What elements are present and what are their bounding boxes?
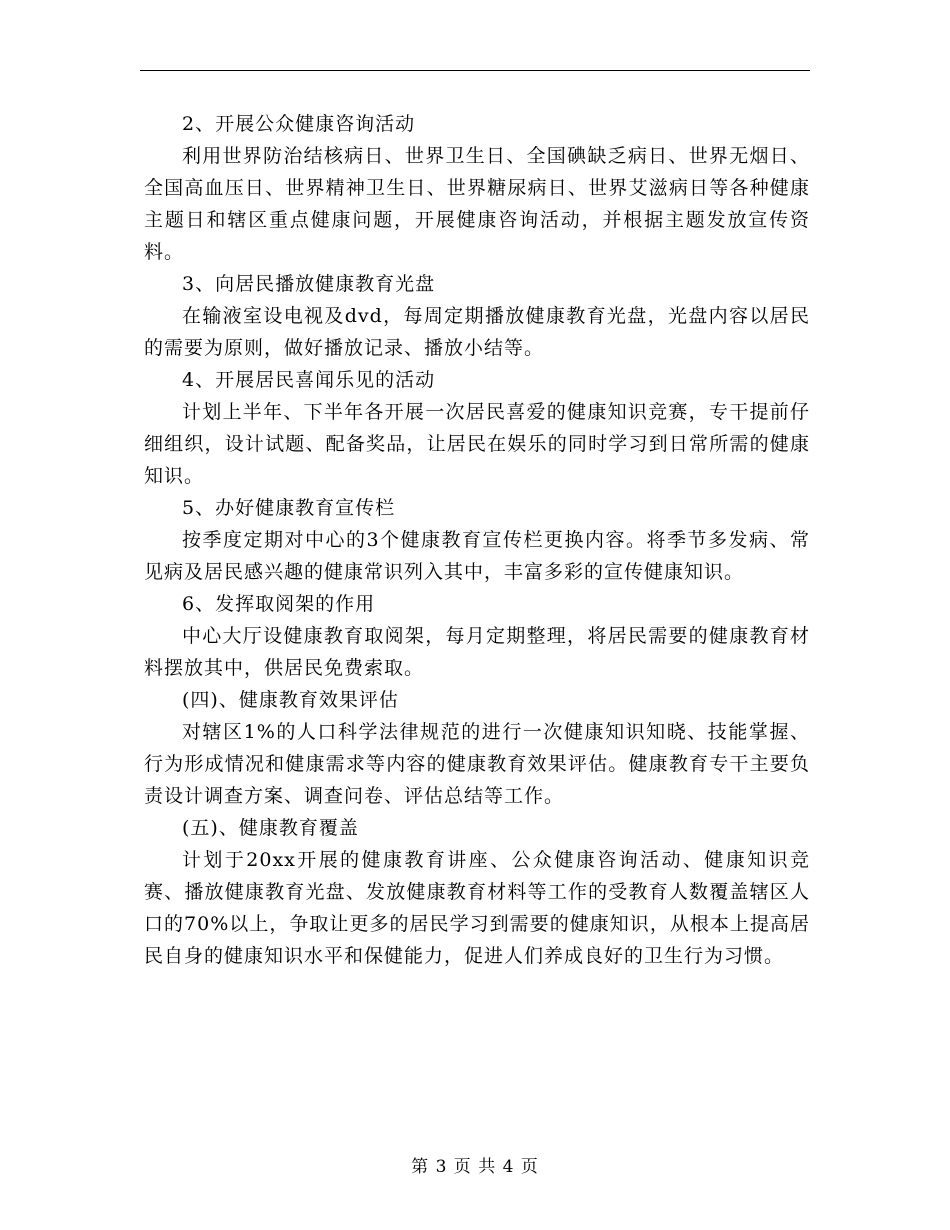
section-heading-coverage: (五)、健康教育覆盖 bbox=[182, 817, 359, 839]
section-body-4: 计划上半年、下半年各开展一次居民喜爱的健康知识竞赛，专干提前仔细组织，设计试题、配备奖品，让居民在娱乐的同时学习到日常所需的健康知识。 bbox=[144, 401, 810, 487]
section-heading-5: 5、办好健康教育宣传栏 bbox=[182, 497, 396, 519]
document-body bbox=[144, 108, 810, 972]
section-body-5: 按季度定期对中心的3个健康教育宣传栏更换内容。将季节多发病、常见病及居民感兴趣的健康常识列入其中，丰富多彩的宣传健康知识。 bbox=[144, 529, 810, 583]
section-heading-2: 2、开展公众健康咨询活动 bbox=[182, 113, 416, 135]
section-body-evaluation: 对辖区1%的人口科学法律规范的进行一次健康知识知晓、技能掌握、行为形成情况和健康需求等内容的健康教育效果评估。健康教育专干主要负责设计调查方案、调查问卷、评估总结等工作。 bbox=[144, 721, 810, 807]
section-body-2: 利用世界防治结核病日、世界卫生日、全国碘缺乏病日、世界无烟日、全国高血压日、世界精神卫生日、世界糖尿病日、世界艾滋病日等各种健康主题日和辖区重点健康问题，开展健康咨询活动，并根据主题发放宣传资料。 bbox=[144, 145, 810, 263]
section-heading-3: 3、向居民播放健康教育光盘 bbox=[182, 273, 436, 295]
section-body-6: 中心大厅设健康教育取阅架，每月定期整理，将居民需要的健康教育材料摆放其中，供居民免费索取。 bbox=[144, 625, 810, 679]
section-heading-6: 6、发挥取阅架的作用 bbox=[182, 593, 376, 615]
section-body-3: 在输液室设电视及dvd，每周定期播放健康教育光盘，光盘内容以居民的需要为原则，做好播放记录、播放小结等。 bbox=[144, 305, 810, 359]
section-body-coverage: 计划于20xx开展的健康教育讲座、公众健康咨询活动、健康知识竞赛、播放健康教育光盘、发放健康教育材料等工作的受教育人数覆盖辖区人口的70%以上，争取让更多的居民学习到需要的健康知识，从根本上提高居民自身的健康知识水平和保健能力，促进人们养成良好的卫生行为习惯。 bbox=[144, 849, 810, 967]
page-number-footer: 第 3 页 共 4 页 bbox=[411, 1157, 539, 1177]
section-heading-4: 4、开展居民喜闻乐见的活动 bbox=[182, 369, 436, 391]
section-heading-evaluation: (四)、健康教育效果评估 bbox=[182, 689, 399, 711]
header-rule bbox=[140, 70, 810, 71]
